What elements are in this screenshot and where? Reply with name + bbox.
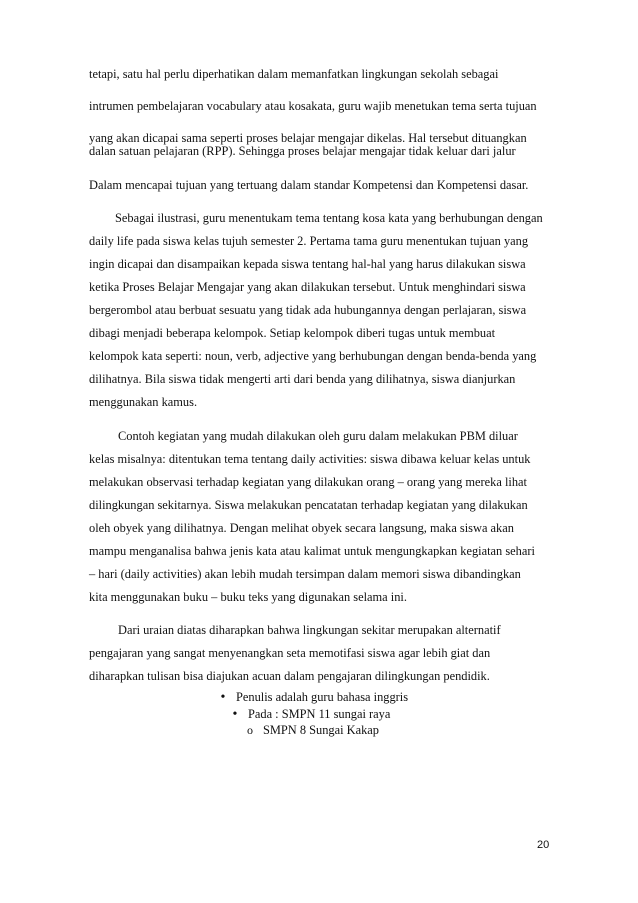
paragraph-4-line-6: mampu menganalisa bahwa jenis kata atau kalimat untuk mengungkapkan kegiatan sehari (89, 544, 535, 558)
paragraph-2-line-1: Dalam mencapai tujuan yang tertuang dalam standar Kompetensi dan Kompetensi dasar. (89, 178, 529, 192)
paragraph-3-line-1: Sebagai ilustrasi, guru menentukam tema tentang kosa kata yang berhubungan dengan (115, 211, 543, 225)
bullet-item-school-2 (245, 723, 379, 738)
paragraph-4-line-3: melakukan observasi terhadap kegiatan yang dilakukan orang – orang yang mereka lihat (89, 475, 527, 489)
paragraph-3-line-5: bergerombol atau berbuat sesuatu yang tidak ada hubungannya dengan perlajaran, siswa (89, 303, 527, 317)
paragraph-3-line-9: menggunakan kamus. (89, 395, 198, 409)
page-number: 20 (537, 839, 550, 851)
paragraph-3-line-7: kelompok kata seperti: noun, verb, adjective yang berhubungan dengan benda-benda yang (89, 349, 537, 363)
bullet-text: Pada : SMPN 11 sungai raya (248, 707, 391, 721)
paragraph-3-line-6: dibagi menjadi beberapa kelompok. Setiap kelompok diberi tugas untuk membuat (89, 326, 496, 340)
bullet-circle-icon: o (247, 723, 253, 737)
paragraph-4-line-4: dilingkungan sekitarnya. Siswa melakukan pencatatan terhadap kegiatan yang dilakukan (89, 498, 528, 512)
paragraph-4-line-1: Contoh kegiatan yang mudah dilakukan oleh guru dalam melakukan PBM diluar (118, 429, 518, 443)
paragraph-3-line-2: daily life pada siswa kelas tujuh semester 2. Pertama tama guru menentukan tujuan yang (89, 234, 529, 248)
bullet-dot-icon: • (232, 707, 238, 722)
paragraph-4-line-5: oleh obyek yang dilihatnya. Dengan melihat obyek secara langsung, maka siswa akan (89, 521, 514, 535)
paragraph-4-line-7: – hari (daily activities) akan lebih mudah tersimpan dalam memori siswa dibandingkan (89, 567, 521, 581)
paragraph-3-line-8: dilihatnya. Bila siswa tidak mengerti arti dari benda yang dilihatnya, siswa dianjurkan (89, 372, 516, 386)
paragraph-4-line-2: kelas misalnya: ditentukan tema tentang daily activities: siswa dibawa keluar kelas untuk (89, 452, 531, 466)
paragraph-5-line-3: diharapkan tulisan bisa diajukan acuan dalam pengajaran dilingkungan pendidik. (89, 669, 490, 683)
paragraph-1-line-4: dalan satuan pelajaran (RPP). Sehingga proses belajar mengajar tidak keluar dari jalur (89, 144, 516, 158)
bullet-item-author (218, 690, 408, 706)
bullet-text: SMPN 8 Sungai Kakap (263, 723, 379, 737)
paragraph-1-line-2: intrumen pembelajaran vocabulary atau kosakata, guru wajib menetukan tema serta tujuan (89, 99, 537, 113)
paragraph-3-line-4: ketika Proses Belajar Mengajar yang akan dilakukan tersebut. Untuk menghindari siswa (89, 280, 526, 294)
paragraph-3-line-3: ingin dicapai dan disampaikan kepada siswa tentang hal-hal yang harus dilakukan siswa (89, 257, 526, 271)
bullet-text: Penulis adalah guru bahasa inggris (236, 690, 409, 704)
paragraph-5-line-2: pengajaran yang sangat menyenangkan seta memotifasi siswa agar lebih giat dan (89, 646, 491, 660)
bullet-dot-icon: • (220, 690, 226, 705)
paragraph-4-line-8: kita menggunakan buku – buku teks yang digunakan selama ini. (89, 590, 407, 604)
bullet-item-school-1 (230, 707, 390, 723)
paragraph-1-line-1: tetapi, satu hal perlu diperhatikan dalam memanfatkan lingkungan sekolah sebagai (89, 67, 499, 81)
paragraph-5-line-1: Dari uraian diatas diharapkan bahwa lingkungan sekitar merupakan alternatif (118, 623, 501, 637)
paragraph-1-line-3: yang akan dicapai sama seperti proses belajar mengajar dikelas. Hal tersebut dituangkan (89, 131, 527, 145)
